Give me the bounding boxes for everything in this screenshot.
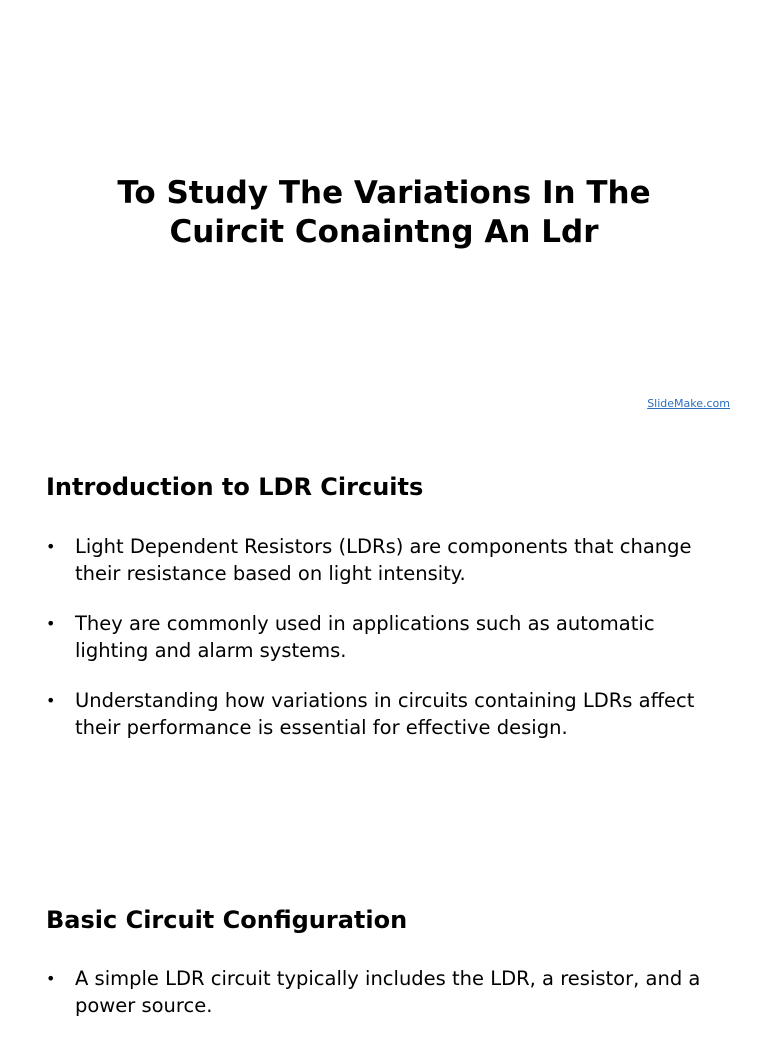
list-item — [46, 611, 726, 664]
bullet-text: Understanding how variations in circuits containing LDRs affect their performance is essential for effective design. — [75, 689, 695, 739]
bullet-text: They are commonly used in applications such as automatic lighting and alarm systems. — [75, 612, 655, 662]
introduction-bullet-list — [46, 534, 726, 765]
list-item — [46, 688, 726, 741]
bullet-icon: • — [46, 691, 56, 710]
bullet-icon: • — [46, 969, 56, 988]
list-item — [46, 534, 726, 587]
bullet-text: Light Dependent Resistors (LDRs) are components that change their resistance based on light intensity. — [75, 535, 692, 585]
title-line-2: Cuircit Conaintng An Ldr — [169, 214, 599, 250]
slide-title — [40, 174, 728, 252]
bullet-text: A simple LDR circuit typically includes the LDR, a resistor, and a power source. — [75, 967, 701, 1017]
list-item — [46, 966, 726, 1019]
basic-circuit-bullet-list — [46, 966, 726, 1043]
section-heading-introduction: Introduction to LDR Circuits — [46, 473, 424, 501]
section-heading-basic-circuit: Basic Circuit Configuration — [46, 906, 408, 934]
title-line-1: To Study The Variations In The — [117, 175, 651, 211]
bullet-icon: • — [46, 614, 56, 633]
slidemake-link[interactable]: SlideMake.com — [647, 397, 730, 410]
bullet-icon: • — [46, 537, 56, 556]
